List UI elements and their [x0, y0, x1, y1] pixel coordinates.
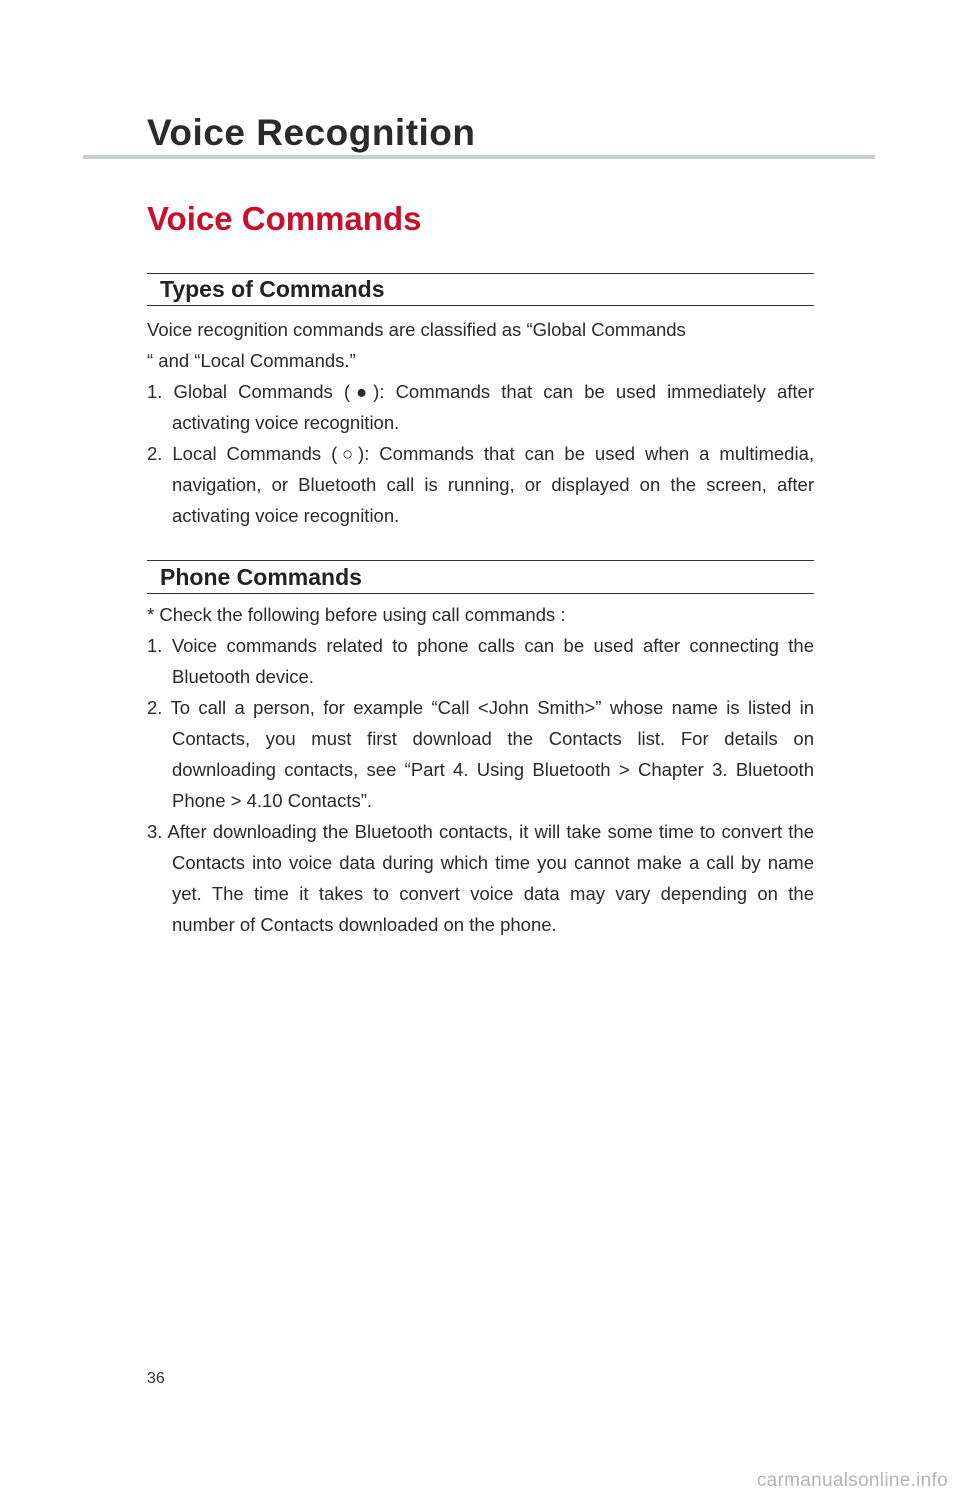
global-commands-item: 1. Global Commands (●): Commands that can be used immediately after activating voice recognition. [147, 381, 814, 433]
phone-commands-note: * Check the following before using call commands : [147, 604, 566, 625]
phone-commands-heading-text: Phone Commands [160, 564, 362, 590]
section-title: Voice Commands [147, 200, 422, 237]
phone-commands-heading [147, 560, 814, 594]
types-of-commands-heading [147, 273, 814, 306]
types-of-commands-heading-text: Types of Commands [160, 276, 385, 302]
phone-item-2: 2. To call a person, for example “Call <John Smith>” whose name is listed in Contacts, you must first download the Contacts list. For details on downloading contacts, see “Part 4. Using Bluetooth > Chapter 3. Bluetooth Phone > 4.10 Contacts”. [147, 697, 814, 811]
local-commands-item: 2. Local Commands (○): Commands that can be used when a multimedia, navigation, or Bluetooth call is running, or displayed on the screen, after activating voice recognition. [147, 443, 814, 526]
types-intro-line-2: “ and “Local Commands.” [147, 350, 356, 371]
phone-item-3: 3. After downloading the Bluetooth contacts, it will take some time to convert the Contacts into voice data during which time you cannot make a call by name yet. The time it takes to convert voice data may vary depending on the number of Contacts downloaded on the phone. [147, 821, 814, 935]
chapter-divider [83, 155, 875, 159]
phone-item-1: 1. Voice commands related to phone calls can be used after connecting the Bluetooth device. [147, 635, 814, 687]
page-number: 36 [147, 1370, 165, 1387]
types-intro-line-1: Voice recognition commands are classified as “Global Commands [147, 319, 686, 340]
watermark: carmanualsonline.info [756, 1470, 948, 1491]
chapter-title: Voice Recognition [147, 112, 476, 153]
